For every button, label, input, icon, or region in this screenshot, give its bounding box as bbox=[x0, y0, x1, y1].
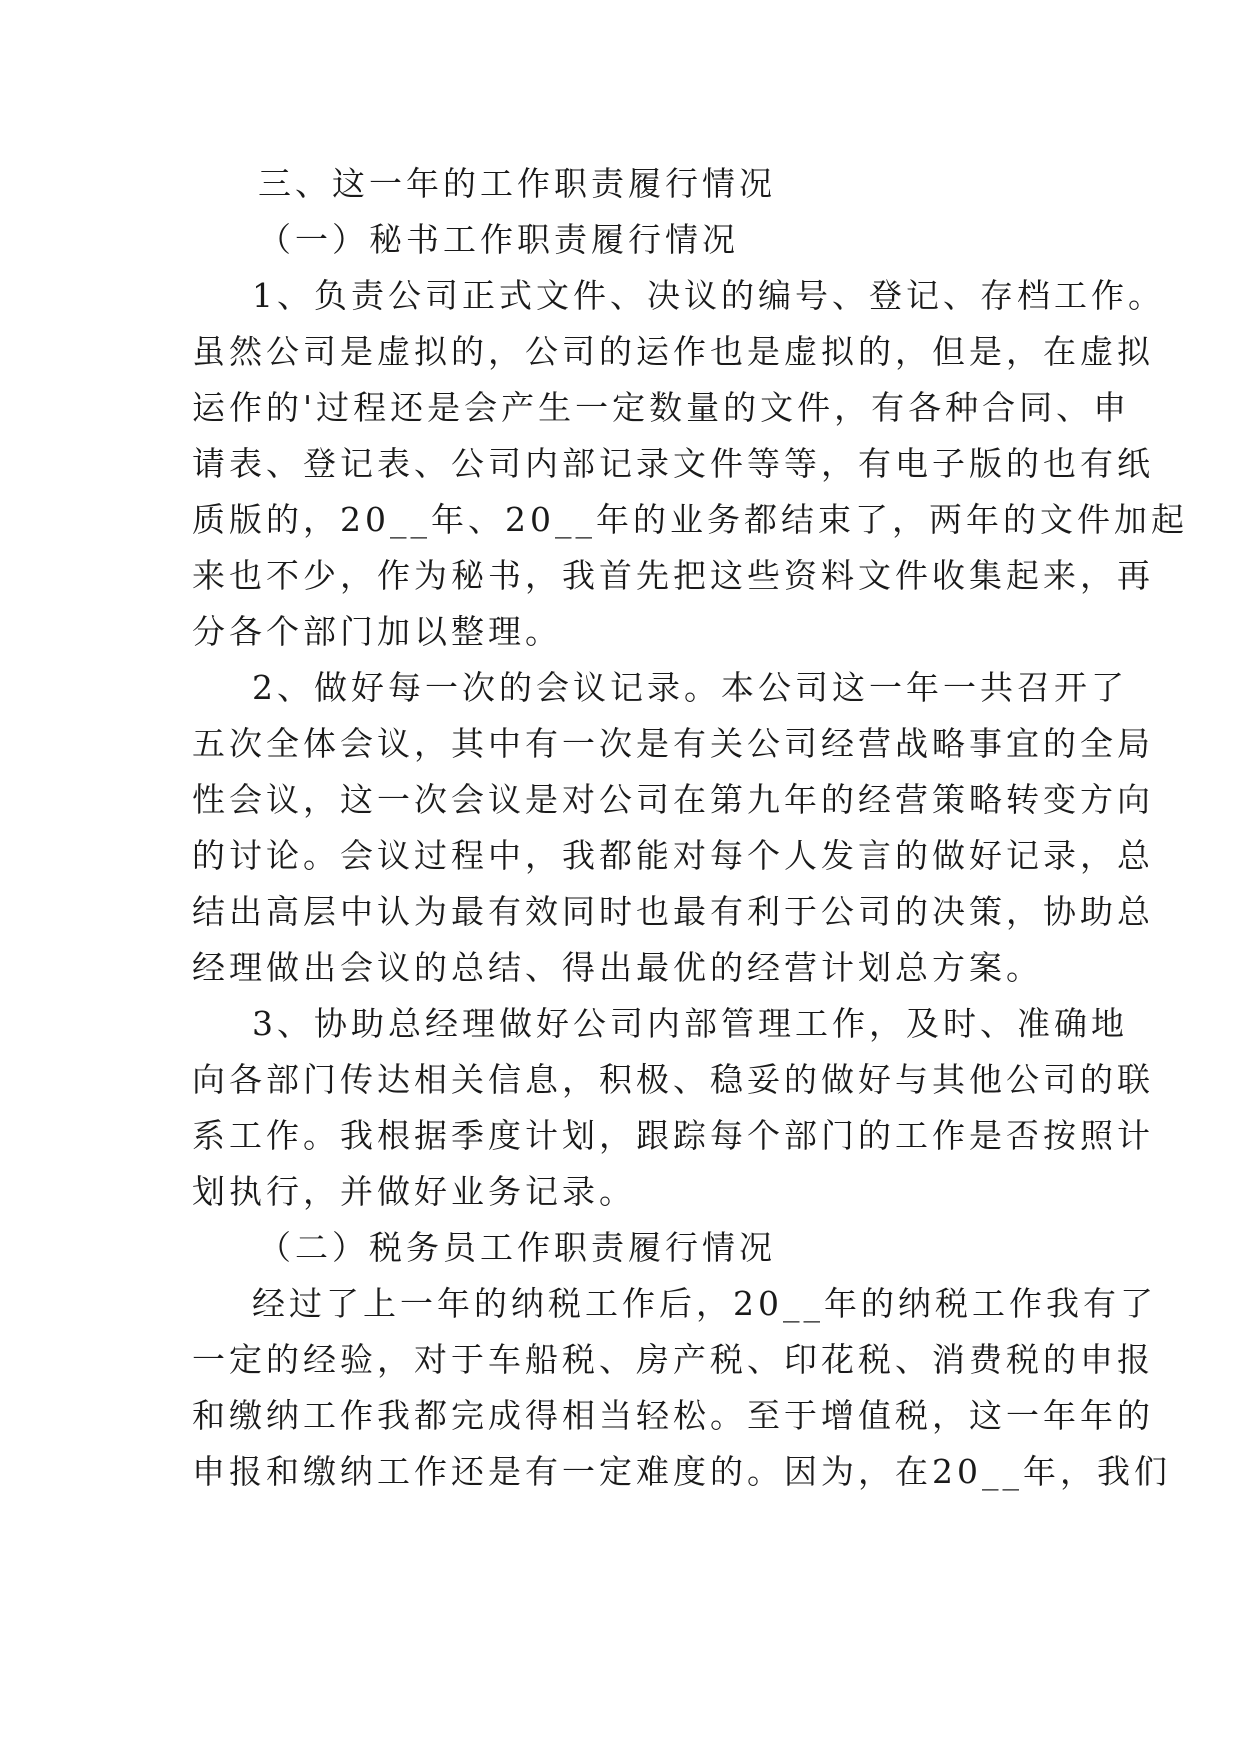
paragraph-line: 经理做出会议的总结、得出最优的经营计划总方案。 bbox=[192, 948, 1043, 987]
section-heading: 三、这一年的工作职责履行情况 bbox=[258, 164, 776, 203]
paragraph-line: 性会议，这一次会议是对公司在第九年的经营策略转变方向 bbox=[192, 780, 1154, 819]
paragraph-line: 的讨论。会议过程中，我都能对每个人发言的做好记录，总 bbox=[192, 836, 1154, 875]
subsection-heading: （一）秘书工作职责履行情况 bbox=[258, 220, 739, 259]
paragraph-line: 划执行，并做好业务记录。 bbox=[192, 1172, 636, 1211]
paragraph-line: 向各部门传达相关信息，积极、稳妥的做好与其他公司的联 bbox=[192, 1060, 1154, 1099]
document-body bbox=[192, 156, 1188, 1500]
subsection-heading: （二）税务员工作职责履行情况 bbox=[258, 1228, 776, 1267]
paragraph-line: 一定的经验，对于车船税、房产税、印花税、消费税的申报 bbox=[192, 1340, 1154, 1379]
paragraph-line: 请表、登记表、公司内部记录文件等等，有电子版的也有纸 bbox=[192, 444, 1154, 483]
paragraph-line: 质版的，20__年、20__年的业务都结束了，两年的文件加起 bbox=[192, 500, 1188, 539]
paragraph-line: 申报和缴纳工作还是有一定难度的。因为，在20__年，我们 bbox=[192, 1452, 1171, 1491]
paragraph-line: 结出高层中认为最有效同时也最有利于公司的决策，协助总 bbox=[192, 892, 1154, 931]
paragraph-line: 和缴纳工作我都完成得相当轻松。至于增值税，这一年年的 bbox=[192, 1396, 1154, 1435]
paragraph-line: 3、协助总经理做好公司内部管理工作，及时、准确地 bbox=[252, 1004, 1128, 1043]
paragraph-line: 来也不少，作为秘书，我首先把这些资料文件收集起来，再 bbox=[192, 556, 1154, 595]
paragraph-line: 1、负责公司正式文件、决议的编号、登记、存档工作。 bbox=[252, 276, 1165, 315]
paragraph-line: 系工作。我根据季度计划，跟踪每个部门的工作是否按照计 bbox=[192, 1116, 1154, 1155]
paragraph-line: 分各个部门加以整理。 bbox=[192, 612, 562, 651]
paragraph-line: 运作的'过程还是会产生一定数量的文件，有各种合同、申 bbox=[192, 388, 1131, 427]
paragraph-line: 五次全体会议，其中有一次是有关公司经营战略事宜的全局 bbox=[192, 724, 1154, 763]
paragraph-line: 2、做好每一次的会议记录。本公司这一年一共召开了 bbox=[252, 668, 1128, 707]
paragraph-line: 经过了上一年的纳税工作后，20__年的纳税工作我有了 bbox=[252, 1284, 1157, 1323]
paragraph-line: 虽然公司是虚拟的，公司的运作也是虚拟的，但是，在虚拟 bbox=[192, 332, 1154, 371]
